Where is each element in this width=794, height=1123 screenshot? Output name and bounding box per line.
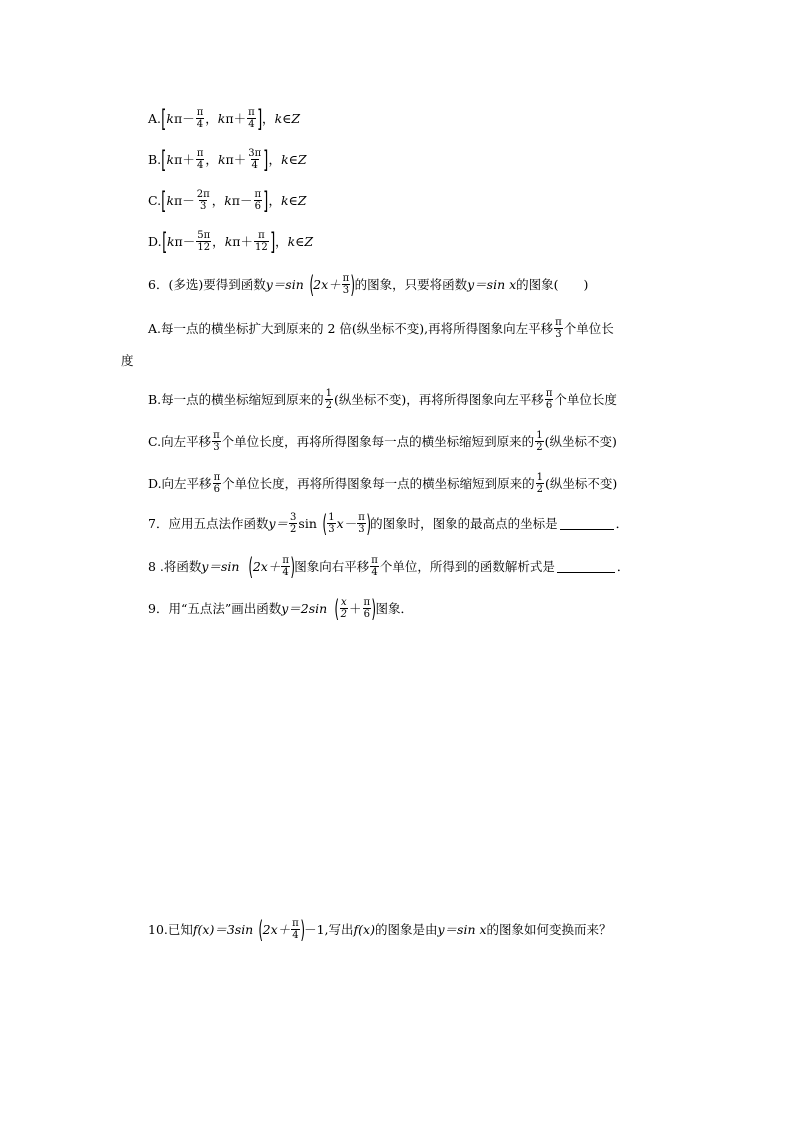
- option-label: C.: [148, 192, 162, 208]
- q6-option-c: C.向左平移 $\frac{\pi}{3}$ 个单位长度，再将所得图象每一点的横坐标缩短到原来的 $\frac{1}{2}$ (纵坐标不变): [148, 430, 617, 453]
- fraction: $\frac{x}{2}$: [340, 597, 347, 620]
- option-label: D.: [148, 233, 162, 249]
- question-7: 7．应用五点法作函数 y＝ $\frac{3}{2}$ sin ( $\frac{1}{3}$ x－ $\frac{\pi}{3}$ ) 的图象时，图象的最高点的坐标是 ．: [148, 509, 629, 538]
- question-9: 9．用“五点法”画出函数 y＝2sin ( $\frac{x}{2}$ ＋ $\frac{\pi}{6}$ ) 图象．: [148, 594, 413, 623]
- fraction: $\frac{1}{3}$: [328, 512, 335, 535]
- fraction: $\frac{1}{2}$: [536, 472, 544, 495]
- set-notation: k∈Z: [281, 151, 307, 167]
- fraction: $\frac{5\pi}{12}$: [197, 230, 211, 253]
- set-notation: k∈Z: [274, 110, 301, 126]
- q6-option-a-wrap: 度: [121, 353, 134, 368]
- fraction: $\frac{\pi}{4}$: [196, 107, 204, 130]
- fraction: $\frac{\pi}{4}$: [292, 918, 299, 941]
- set-notation: k∈Z: [280, 192, 307, 208]
- fraction: $\frac{\pi}{3}$: [358, 512, 365, 535]
- option-b: B. [ k π＋ $\frac{\pi}{4}$ ， k π＋ $\frac{3\pi}{4}$ ] ， k∈Z: [148, 145, 307, 174]
- fraction: $\frac{\pi}{12}$: [254, 230, 268, 253]
- fraction: $\frac{\pi}{6}$: [213, 472, 221, 495]
- option-c: C. [ k π－ $\frac{2\pi}{3}$ ， k π－ $\frac{\pi}{6}$ ] ， k∈Z: [148, 186, 307, 215]
- fraction: $\frac{\pi}{3}$: [342, 273, 350, 296]
- fraction: $\frac{\pi}{4}$: [282, 555, 289, 578]
- fraction: $\frac{\pi}{4}$: [248, 107, 255, 130]
- option-a: A. [ k π － $\frac{\pi}{4}$ ， k π＋ $\frac{\pi}{4}$ ] ， k∈Z: [148, 104, 301, 133]
- fraction: $\frac{\pi}{3}$: [555, 317, 562, 340]
- fraction: $\frac{\pi}{6}$: [363, 597, 371, 620]
- fraction: $\frac{\pi}{6}$: [254, 189, 262, 212]
- fraction: $\frac{2\pi}{3}$: [196, 189, 210, 212]
- fraction: $\frac{1}{2}$: [536, 430, 543, 453]
- answer-blank[interactable]: [557, 560, 615, 573]
- fraction: $\frac{\pi}{3}$: [213, 430, 220, 453]
- fraction: $\frac{1}{2}$: [325, 388, 333, 411]
- fraction: $\frac{\pi}{6}$: [545, 388, 553, 411]
- question-10: 10.已知 f(x)＝3sin ( 2x＋ $\frac{\pi}{4}$ ) －1,写出 f(x) 的图象是由 y＝sin x 的图象如何变换而来？: [148, 915, 612, 944]
- answer-blank[interactable]: [560, 517, 614, 530]
- fraction: $\frac{3}{2}$: [290, 512, 297, 535]
- q6-option-a: A.每一点的横坐标扩大到原来的 2 倍(纵坐标不变),再将所得图象向左平移 $\frac{\pi}{3}$ 个单位长: [148, 317, 614, 340]
- q6-option-b: B.每一点的横坐标缩短到原来的 $\frac{1}{2}$ (纵坐标不变)，再将所得图象向左平移 $\frac{\pi}{6}$ 个单位长度: [148, 388, 617, 411]
- set-notation: k∈Z: [287, 233, 314, 249]
- question-6: 6．(多选)要得到函数 y＝sin ( 2x＋ $\frac{\pi}{3}$ ) 的图象，只要将函数 y＝sin x 的图象( ): [148, 270, 589, 299]
- option-d: D. [ k π－ $\frac{5\pi}{12}$ ， k π＋ $\frac{\pi}{12}$ ] ， k∈Z: [148, 227, 314, 256]
- q6-option-d: D.向左平移 $\frac{\pi}{6}$ 个单位长度，再将所得图象每一点的横坐标缩短到原来的 $\frac{1}{2}$ (纵坐标不变): [148, 472, 618, 495]
- option-label: A.: [148, 110, 162, 126]
- fraction: $\frac{\pi}{4}$: [196, 148, 204, 171]
- question-8: 8 .将函数 y＝sin ( 2x＋ $\frac{\pi}{4}$ ) 图象向右平移 $\frac{\pi}{4}$ 个单位，所得到的函数解析式是 ．: [148, 552, 630, 581]
- option-label: B.: [148, 151, 162, 167]
- fraction: $\frac{3\pi}{4}$: [248, 148, 262, 171]
- fraction: $\frac{\pi}{4}$: [371, 555, 378, 578]
